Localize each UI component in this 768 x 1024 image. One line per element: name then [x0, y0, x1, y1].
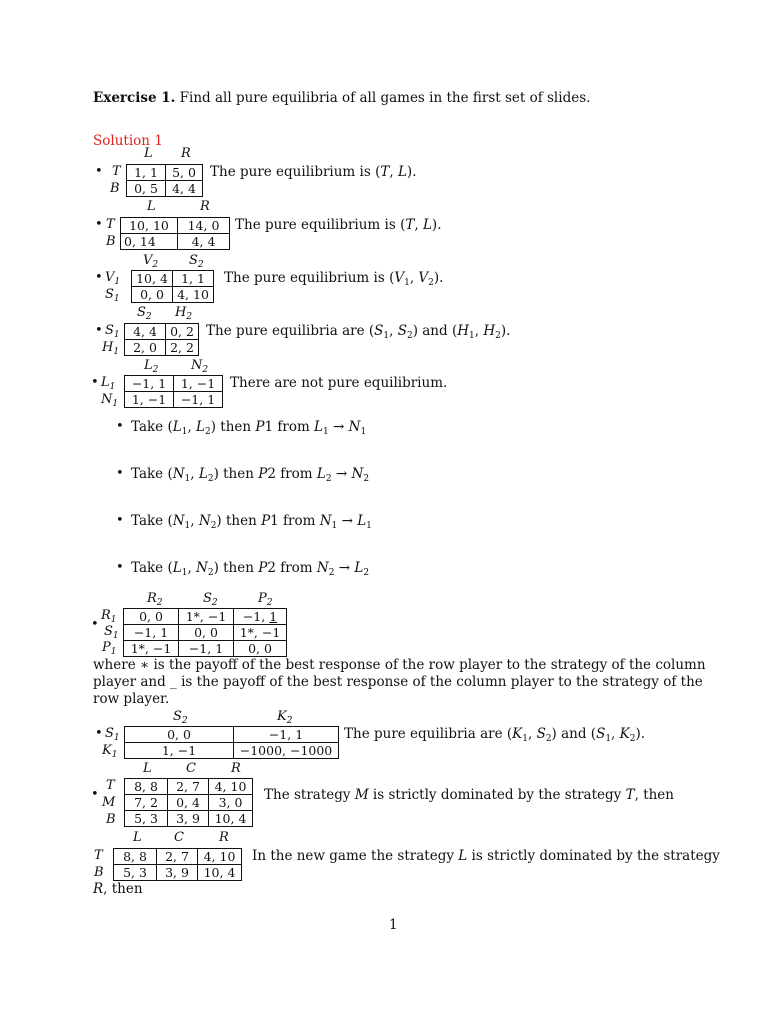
explanation-line: row player.	[93, 691, 170, 707]
row-label: $S_1$	[105, 726, 120, 743]
cell: 0, 0	[179, 625, 234, 641]
cell: −1, 1	[124, 625, 179, 641]
bullet: •	[91, 375, 99, 390]
bullet: •	[95, 270, 103, 285]
game-note: The strategy M is strictly dominated by the strategy T, then	[264, 787, 674, 803]
page-number: 1	[389, 917, 398, 933]
game-note-continued: R, then	[93, 881, 143, 897]
cell: 4, 4	[166, 181, 203, 197]
cell: 10, 10	[121, 218, 178, 234]
row-label: B	[106, 234, 116, 249]
col-header: $K_2$	[277, 709, 293, 726]
col-header: L	[144, 146, 153, 161]
cell: 4, 10	[198, 849, 242, 865]
explanation-line: player and _ is the payoff of the best response of the column player to the strategy of the	[93, 674, 703, 690]
payoff-matrix	[126, 164, 203, 197]
col-header: $V_2$	[143, 253, 159, 270]
payoff-matrix	[131, 270, 214, 303]
col-header: $N_2$	[191, 358, 209, 375]
cell: 8, 8	[125, 779, 168, 795]
col-header: $S_2$	[189, 253, 204, 270]
col-header: $S_2$	[203, 591, 218, 608]
cell: 0, 0	[132, 287, 173, 303]
game-note: The pure equilibria are ($S_1$, $S_2$) and ($H_1$, $H_2$).	[206, 323, 511, 341]
step-item: Take ($L_1$, $N_2$) then P2 from $N_2 \to L_2$	[131, 560, 370, 578]
bullet: •	[116, 419, 124, 434]
col-header: R	[219, 830, 229, 845]
step-item: Take ($N_1$, $L_2$) then P2 from $L_2 \to N_2$	[131, 466, 370, 484]
cell: −1, 1	[125, 376, 174, 392]
bullet: •	[95, 323, 103, 338]
cell: 0, 0	[125, 727, 234, 743]
game-note: In the new game the strategy L is strictly dominated by the strategy	[252, 848, 720, 864]
game-note: The pure equilibrium is ($V_1$, $V_2$).	[224, 270, 444, 288]
payoff-matrix	[124, 375, 223, 408]
col-header: L	[143, 761, 152, 776]
row-label: $L_1$	[101, 375, 116, 392]
row-label: $S_1$	[105, 323, 120, 340]
col-header: R	[200, 199, 210, 214]
bullet: •	[116, 466, 124, 481]
cell: 1, −1	[125, 743, 234, 759]
cell: 0, 0	[124, 609, 179, 625]
cell: 1, −1	[174, 376, 223, 392]
exercise-label: Exercise 1.	[93, 90, 176, 106]
row-label: $H_1$	[102, 340, 120, 357]
row-label: $R_1$	[101, 608, 117, 625]
cell: 4, 10	[173, 287, 214, 303]
cell: 2, 7	[157, 849, 198, 865]
bullet: •	[95, 726, 103, 741]
cell: 3, 0	[209, 795, 253, 811]
bullet: •	[91, 787, 99, 802]
cell: 0, 14	[121, 234, 178, 250]
cell: −1, 1	[234, 609, 287, 625]
row-label: B	[94, 865, 104, 880]
payoff-matrix	[124, 778, 253, 827]
payoff-matrix	[124, 726, 339, 759]
col-header: R	[231, 761, 241, 776]
row-label: $V_1$	[105, 270, 121, 287]
step-item: Take ($N_1$, $N_2$) then P1 from $N_1 \to L_1$	[131, 513, 372, 531]
row-label: $S_1$	[105, 287, 120, 304]
game-note: The pure equilibria are ($K_1$, $S_2$) and ($S_1$, $K_2$).	[344, 726, 646, 744]
row-label: $S_1$	[104, 624, 119, 641]
col-header: L	[133, 830, 142, 845]
cell: 4, 4	[178, 234, 230, 250]
row-label: $P_1$	[102, 640, 117, 657]
row-label: B	[110, 181, 120, 196]
cell: 1, −1	[125, 392, 174, 408]
bullet: •	[116, 560, 124, 575]
cell: 10, 4	[198, 865, 242, 881]
payoff-matrix	[124, 323, 199, 356]
cell: 1*, −1	[234, 625, 287, 641]
cell: 3, 9	[168, 811, 209, 827]
col-header: L	[147, 199, 156, 214]
cell: 1, 1	[127, 165, 166, 181]
cell: 5, 3	[114, 865, 157, 881]
payoff-matrix	[113, 848, 242, 881]
col-header: $H_2$	[175, 305, 193, 322]
cell: 10, 4	[132, 271, 173, 287]
payoff-matrix	[120, 217, 230, 250]
cell: 3, 9	[157, 865, 198, 881]
cell: −1, 1	[234, 727, 339, 743]
cell: 7, 2	[125, 795, 168, 811]
cell: 2, 2	[166, 340, 199, 356]
bullet: •	[95, 164, 103, 179]
col-header: $L_2$	[144, 358, 159, 375]
row-label: T	[94, 848, 103, 863]
payoff-matrix	[123, 608, 287, 657]
col-header: C	[186, 761, 196, 776]
bullet: •	[116, 513, 124, 528]
col-header: $P_2$	[258, 591, 273, 608]
row-label: B	[106, 812, 116, 827]
cell: 1*, −1	[179, 609, 234, 625]
bullet: •	[95, 217, 103, 232]
col-header: R	[181, 146, 191, 161]
bullet: •	[91, 617, 99, 632]
cell: 0, 2	[166, 324, 199, 340]
exercise-text: Find all pure equilibria of all games in the first set of slides.	[179, 90, 591, 106]
cell: 1, 1	[173, 271, 214, 287]
exercise-statement	[93, 90, 590, 106]
cell: 2, 0	[125, 340, 166, 356]
col-header: $S_2$	[173, 709, 188, 726]
row-label: T	[106, 217, 115, 232]
cell: 0, 5	[127, 181, 166, 197]
col-header: $S_2$	[137, 305, 152, 322]
cell: 2, 7	[168, 779, 209, 795]
col-header: $R_2$	[147, 591, 163, 608]
row-label: $K_1$	[102, 743, 118, 760]
cell: −1000, −1000	[234, 743, 339, 759]
game-note: The pure equilibrium is (T, L).	[235, 217, 442, 233]
cell: 4, 4	[125, 324, 166, 340]
game-note: The pure equilibrium is (T, L).	[210, 164, 417, 180]
step-item: Take ($L_1$, $L_2$) then P1 from $L_1 \to N_1$	[131, 419, 367, 437]
row-label: $N_1$	[101, 392, 119, 409]
cell: −1, 1	[179, 641, 234, 657]
cell: 1*, −1	[124, 641, 179, 657]
cell: 8, 8	[114, 849, 157, 865]
row-label: T	[106, 778, 115, 793]
row-label: M	[102, 795, 116, 810]
col-header: C	[174, 830, 184, 845]
cell: −1, 1	[174, 392, 223, 408]
cell: 0, 0	[234, 641, 287, 657]
cell: 0, 4	[168, 795, 209, 811]
cell: 5, 3	[125, 811, 168, 827]
cell: 4, 10	[209, 779, 253, 795]
explanation-line: where ∗ is the payoff of the best response of the row player to the strategy of the column	[93, 657, 706, 673]
game-note: There are not pure equilibrium.	[230, 375, 448, 391]
cell: 10, 4	[209, 811, 253, 827]
cell: 5, 0	[166, 165, 203, 181]
solution-label: Solution 1	[93, 133, 163, 149]
cell: 14, 0	[178, 218, 230, 234]
row-label: T	[112, 164, 121, 179]
